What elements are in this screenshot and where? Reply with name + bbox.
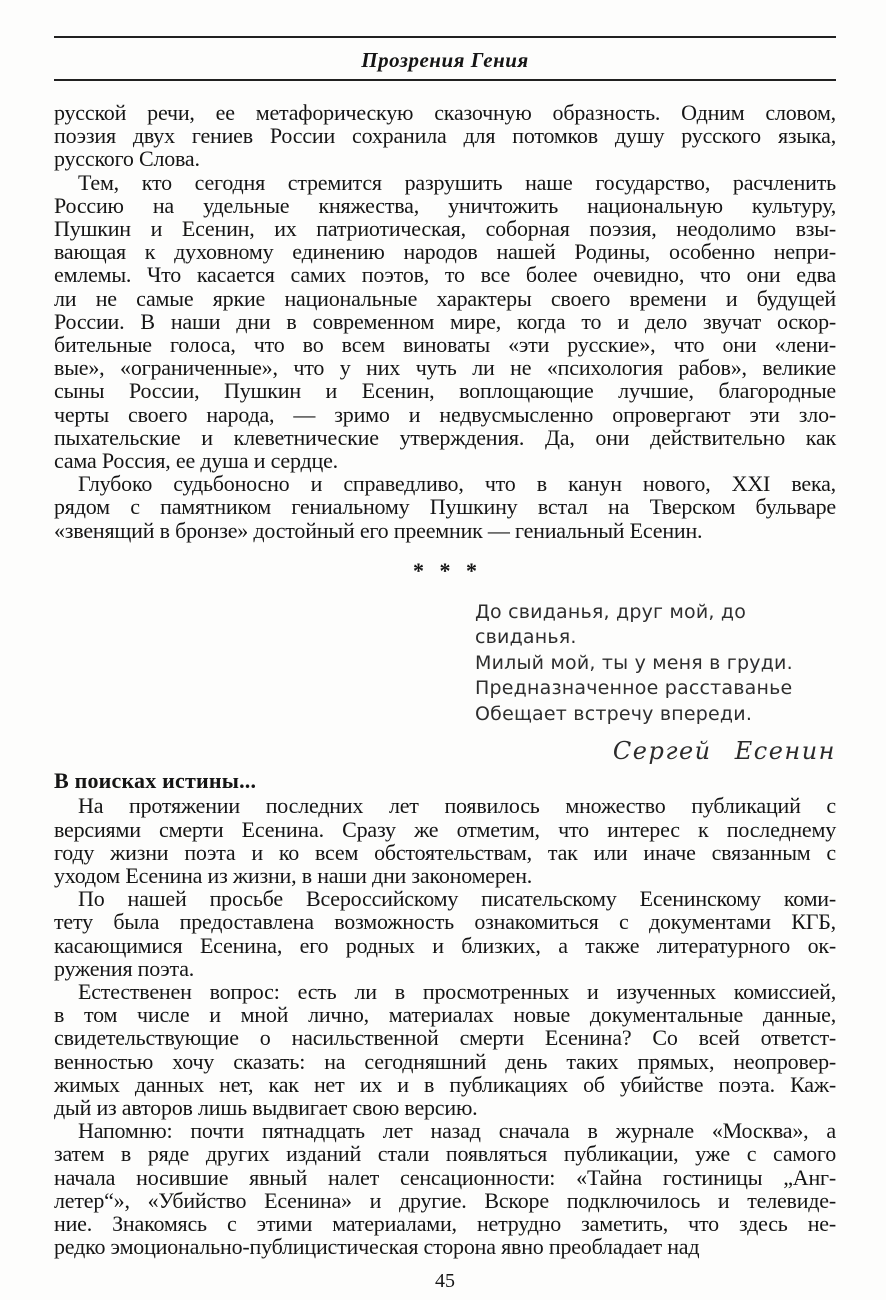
text-line: поэзия двух гениев России сохранила для потомков душу русского языка, [54, 123, 836, 149]
section-heading: В поисках истины... [54, 768, 257, 794]
text-line: емлемы. Что касается самих поэтов, то все более очевидно, что они едва [54, 262, 836, 288]
paragraph [54, 887, 836, 980]
text-line: редко эмоционально-публицистическая сторона явно преобладает над [54, 1234, 700, 1260]
text-line: затем в ряде других изданий стали появляться публикации, уже с самого [54, 1141, 836, 1167]
text-line: По нашей просьбе Всероссийскому писательскому Есенинскому коми- [78, 886, 836, 912]
text-line: ружения поэта. [54, 955, 195, 981]
section-prozreniya-text [54, 101, 836, 542]
text-line: версиями смерти Есенина. Сразу же отметим, что интерес к последнему [54, 816, 836, 842]
text-line: сама Россия, ее душа и сердце. [54, 448, 338, 474]
text-line: пыхательские и клеветнические утверждения. Да, они действительно как [54, 424, 836, 450]
text-line: Тем, кто сегодня стремится разрушить наше государство, расчленить [78, 169, 836, 195]
text-line: начала носившие явный налет сенсационности: «Тайна гостиницы „Анг- [54, 1164, 836, 1190]
text-line: ние. Знакомясь с этими материалами, нетрудно заметить, что здесь не- [54, 1211, 836, 1237]
running-header: Прозрения Гения [361, 48, 529, 72]
text-line: касающимися Есенина, его родных и близких, а также литературного ок- [54, 932, 836, 958]
text-line: ли не самые яркие национальные характеры своего времени и будущей [54, 285, 836, 311]
text-line: жимых данных нет, как нет их и в публикациях об убийстве поэта. Каж- [54, 1071, 836, 1097]
text-line: в том числе и мной лично, материалах новые документальные данные, [54, 1002, 836, 1028]
text-line: Пушкин и Есенин, их патриотическая, соборная поэзия, неодолимо взы- [54, 216, 836, 242]
paragraph [54, 1119, 836, 1258]
text-line: На протяжении последних лет появилось множество публикаций с [78, 793, 836, 819]
header-rule-bottom [54, 79, 836, 81]
page-number: 45 [435, 1270, 455, 1293]
text-line: летер“», «Убийство Есенина» и другие. Вскоре подключилось и телевиде- [54, 1187, 836, 1213]
text-line: Глубоко судьбоносно и справедливо, что в канун нового, XXI века, [78, 471, 836, 497]
text-line: уходом Есенина из жизни, в наши дни закономерен. [54, 862, 533, 888]
paragraph [54, 171, 836, 473]
poem-line: Обещает встречу впереди. [475, 702, 753, 725]
text-line: Естественен вопрос: есть ли в просмотренных и изученных комиссией, [78, 978, 836, 1004]
paragraph [54, 794, 836, 887]
paragraph [54, 101, 836, 171]
text-line: бительные голоса, что во всем виноваты «эти русские», что они «лени- [54, 332, 836, 358]
asterisk-separator: * * * [413, 557, 477, 583]
poem-line: Предназначенное расставанье [475, 677, 793, 700]
section-istina-text [54, 794, 836, 1258]
text-line: сыны России, Пушкин и Есенин, воплощающие лучшие, благородные [54, 378, 836, 404]
paragraph [54, 472, 836, 542]
text-line: Напомню: почти пятнадцать лет назад сначала в журнале «Москва», а [78, 1118, 836, 1144]
text-line: венностью хочу сказать: на сегодняшний день таких прямых, неопровер- [54, 1048, 836, 1074]
author-signature: Сергей Есенин [612, 737, 836, 766]
poem-quote [475, 600, 836, 728]
text-line: «звенящий в бронзе» достойный его преемник — гениальный Есенин. [54, 517, 703, 543]
text-line: вые», «ограниченные», что у них чуть ли не «психология рабов», великие [54, 355, 836, 381]
text-line: дый из авторов лишь выдвигает свою версию. [54, 1095, 478, 1120]
text-line: вающая к духовному единению народов нашей Родины, особенно непри- [54, 239, 836, 265]
paragraph [54, 980, 836, 1119]
poem-line: Милый мой, ты у меня в груди. [475, 651, 793, 674]
text-line: рядом с памятником гениальному Пушкину встал на Тверском бульваре [54, 494, 836, 520]
text-line: русской речи, ее метафорическую сказочную образность. Одним словом, [54, 100, 836, 125]
text-line: тету была предоставлена возможность ознакомиться с документами КГБ, [54, 909, 836, 935]
text-line: свидетельствующие о насильственной смерти Есенина? Со всей ответст- [54, 1025, 836, 1051]
text-line: русского Слова. [54, 146, 200, 172]
text-line: году жизни поэта и ко всем обстоятельствам, так или иначе связанным с [54, 839, 836, 865]
text-line: черты своего народа, — зримо и недвусмысленно опровергают эти зло- [54, 401, 836, 427]
poem-line: До свиданья, друг мой, до свиданья. [475, 600, 747, 649]
text-line: Россию на удельные княжества, уничтожить национальную культуру, [54, 192, 836, 218]
text-line: России. В наши дни в современном мире, когда то и дело звучат оскор- [54, 308, 836, 334]
